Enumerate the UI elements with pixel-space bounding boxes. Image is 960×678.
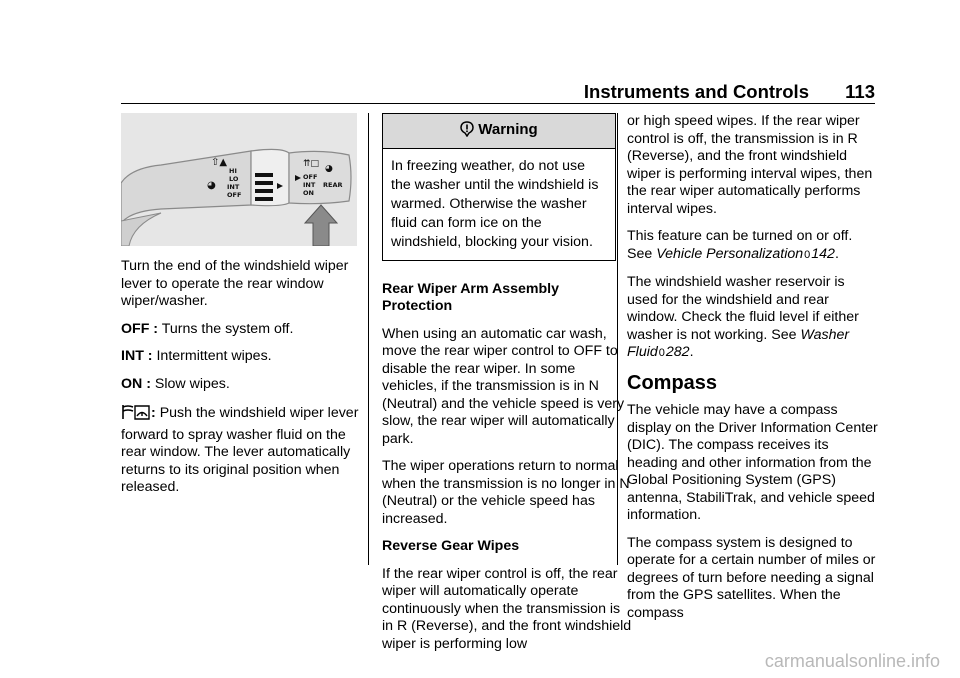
column-1 (121, 113, 371, 507)
intro-paragraph: Turn the end of the windshield wiper lever to operate the rear window wiper/washer. (121, 258, 349, 309)
svg-text:◕: ◕ (325, 164, 333, 174)
label-hi: HI (229, 167, 237, 175)
paragraph: or high speed wipes. If the rear wiper control is off, the transmission is in R (Reverse), and the front windshield wiper is performing interval wipes, then the rear wiper automatically performs interval wipes. (627, 113, 873, 217)
page-header (121, 79, 875, 104)
reference-arrow-icon: 0 (658, 347, 665, 359)
warning-box (382, 113, 616, 261)
label-on-rear: ON (303, 189, 314, 197)
warning-title: Warning (478, 121, 538, 138)
page-number: 113 (845, 81, 875, 102)
reference-page: 142 (811, 245, 835, 262)
paragraph: If the rear wiper control is off, the rear wiper will automatically operate continuously when the transmission is in R (Reverse), and the front windshield wiper is performing low (382, 565, 632, 652)
wiper-lever-figure (121, 113, 357, 246)
warning-header (383, 114, 615, 149)
paragraph: When using an automatic car wash, move the rear wiper control to OFF to disable the rear wiper. In some vehicles, if the transmission is in N (Neutral) and the vehicle speed is very slow, the rear wiper will automatically park. (382, 325, 625, 447)
svg-text:⇈□: ⇈□ (303, 159, 320, 169)
column-3 (627, 113, 879, 632)
reference-arrow-icon: 0 (804, 248, 811, 261)
paragraph: The compass system is designed to operate for a certain number of miles or degrees of turn before needing a signal from the GPS satellites. When the compass (627, 534, 876, 621)
rear-washer-icon (121, 403, 151, 427)
svg-text:◕: ◕ (207, 180, 216, 191)
label-int-rear: INT (303, 181, 316, 189)
svg-text:⇧▲: ⇧▲ (211, 157, 228, 168)
section-title: Instruments and Controls (583, 81, 809, 102)
paragraph: The wiper operations return to normal when the transmission is no longer in N (Neutral) or the vehicle speed has increased. (382, 458, 630, 527)
list-item: ON : Slow wipes. (121, 375, 230, 392)
subheading: Rear Wiper Arm Assembly Protection (382, 280, 560, 314)
cross-reference-link[interactable]: Vehicle Personalization (656, 245, 804, 262)
label-off: OFF (227, 191, 242, 199)
list-item: : Push the windshield wiper lever forward to spray washer fluid on the rear window. The lever automatically returns to its original position when released. (121, 405, 359, 495)
column-2 (382, 113, 632, 663)
section-heading: Compass (627, 371, 718, 394)
paragraph: The vehicle may have a compass display on the Driver Information Center (DIC). The compass receives its heading and other information from the Global Positioning System (GPS) antenna, StabiliTrak, and vehicle speed information. (627, 402, 878, 523)
label-lo: LO (229, 175, 239, 183)
subheading: Reverse Gear Wipes (382, 538, 520, 554)
paragraph: The windshield washer reservoir is used for the windshield and rear window. Check the fluid level if either washer is not working. See Washer Fluid0282. (627, 274, 859, 360)
reference-page: 282 (665, 344, 690, 360)
label-rear: REAR (323, 181, 343, 189)
watermark: carmanualsonline.info (764, 651, 940, 671)
cross-reference-link[interactable]: Washer Fluid (627, 326, 850, 360)
label-off-rear: OFF (303, 173, 318, 181)
list-item: OFF : Turns the system off. (121, 320, 294, 337)
warning-text: In freezing weather, do not use the washer until the windshield is warmed. Otherwise the washer fluid can form ice on the windshield, blocking your vision. (391, 157, 599, 250)
paragraph: This feature can be turned on or off. See Vehicle Personalization0142. (627, 228, 853, 262)
label-int: INT (227, 183, 240, 191)
list-item: INT : Intermittent wipes. (121, 348, 272, 364)
warning-icon (460, 121, 474, 142)
